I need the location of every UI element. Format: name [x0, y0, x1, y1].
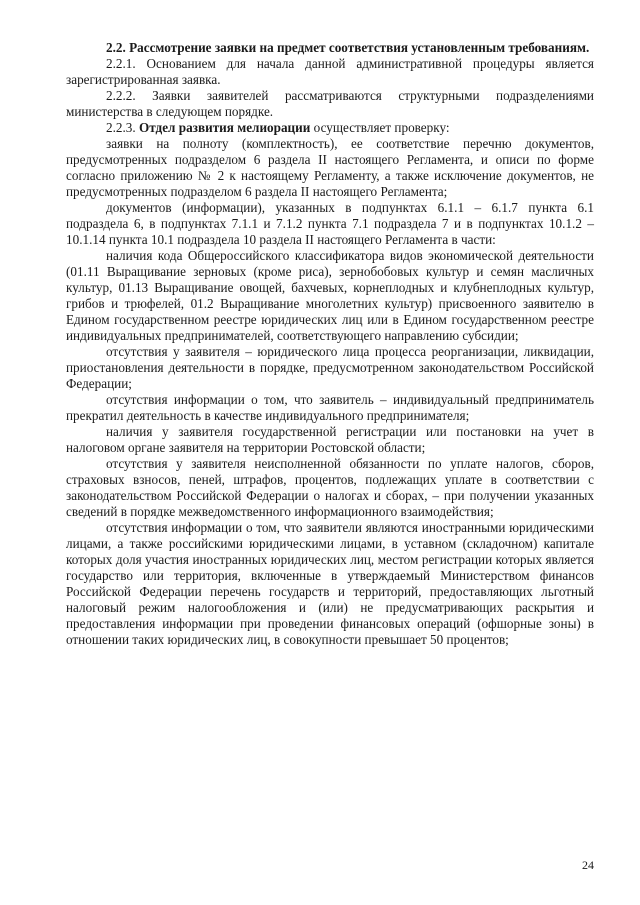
paragraph-2-2-3-number: 2.2.3.	[106, 120, 136, 135]
paragraph-2-2-3	[66, 120, 594, 136]
check-item-tax-registration: наличия у заявителя государственной регистрации или постановки на учет в налоговом органе заявителя на территории Ростовской области;	[66, 424, 594, 455]
check-item-okved-code: наличия кода Общероссийского классификатора видов экономической деятельности (01.11 Выращивание зерновых (кроме риса), зернобобовых культур и семян масличных культур, 01.13 Выращивание овощей, бахчевых, корнеплодных и клубнеплодных культур, грибов и трюфелей, 01.2 Выращивание многолетних культур) присвоенного заявителю в Едином государственном реестре юридических лиц или в Едином государственном реестре индивидуальных предпринимателей, соответствующего направлению субсидии;	[66, 248, 594, 343]
check-item-entrepreneur-active: отсутствия информации о том, что заявитель – индивидуальный предприниматель прекратил деятельность в качестве индивидуального предпринимателя;	[66, 392, 594, 423]
department-name: Отдел развития мелиорации	[138, 120, 311, 135]
paragraph-2-2-3-rest: осуществляет проверку:	[313, 120, 450, 135]
page-content	[66, 40, 594, 648]
paragraph-2-2-1: 2.2.1. Основанием для начала данной административной процедуры является зарегистрированная заявка.	[66, 56, 594, 87]
check-item-no-tax-debt: отсутствия у заявителя неисполненной обязанности по уплате налогов, сборов, страховых взносов, пеней, штрафов, процентов, подлежащих уплате в соответствии с законодательством Российской Федерации о налогах и сборах, – при получении указанных сведений в порядке межведомственного информационного взаимодействия;	[66, 456, 594, 519]
check-item-completeness: заявки на полноту (комплектность), ее соответствие перечню документов, предусмотренных подразделом 6 раздела II настоящего Регламента, и описи по форме согласно приложению № 2 к настоящему Регламенту, а также исключение документов, не предусмотренных подразделом 6 раздела II настоящего Регламента;	[66, 136, 594, 199]
paragraph-2-2-2: 2.2.2. Заявки заявителей рассматриваются структурными подразделениями министерства в следующем порядке.	[66, 88, 594, 119]
check-item-documents: документов (информации), указанных в подпунктах 6.1.1 – 6.1.7 пункта 6.1 подраздела 6, в подпунктах 7.1.1 и 7.1.2 пункта 7.1 подраздела 7 и в подпунктах 10.1.2 – 10.1.14 пункта 10.1 подраздела 10 раздела II настоящего Регламента в части:	[66, 200, 594, 247]
check-item-no-offshore: отсутствия информации о том, что заявители являются иностранными юридическими лицами, а также российскими юридическими лицами, в уставном (складочном) капитале которых доля участия иностранных юридических лиц, местом регистрации которых является государство или территория, включенные в утверждаемый Министерством финансов Российской Федерации перечень государств и территорий, предоставляющих льготный налоговый режим налогообложения и (или) не предусматривающих раскрытия и предоставления информации при проведении финансовых операций (офшорные зоны) в отношении таких юридических лиц, в совокупности превышает 50 процентов;	[66, 520, 594, 647]
page-number: 24	[582, 858, 594, 872]
check-item-no-reorganization: отсутствия у заявителя – юридического лица процесса реорганизации, ликвидации, приостановления деятельности в порядке, предусмотренном законодательством Российской Федерации;	[66, 344, 594, 391]
section-heading: 2.2. Рассмотрение заявки на предмет соответствия установленным требованиям.	[106, 40, 590, 55]
